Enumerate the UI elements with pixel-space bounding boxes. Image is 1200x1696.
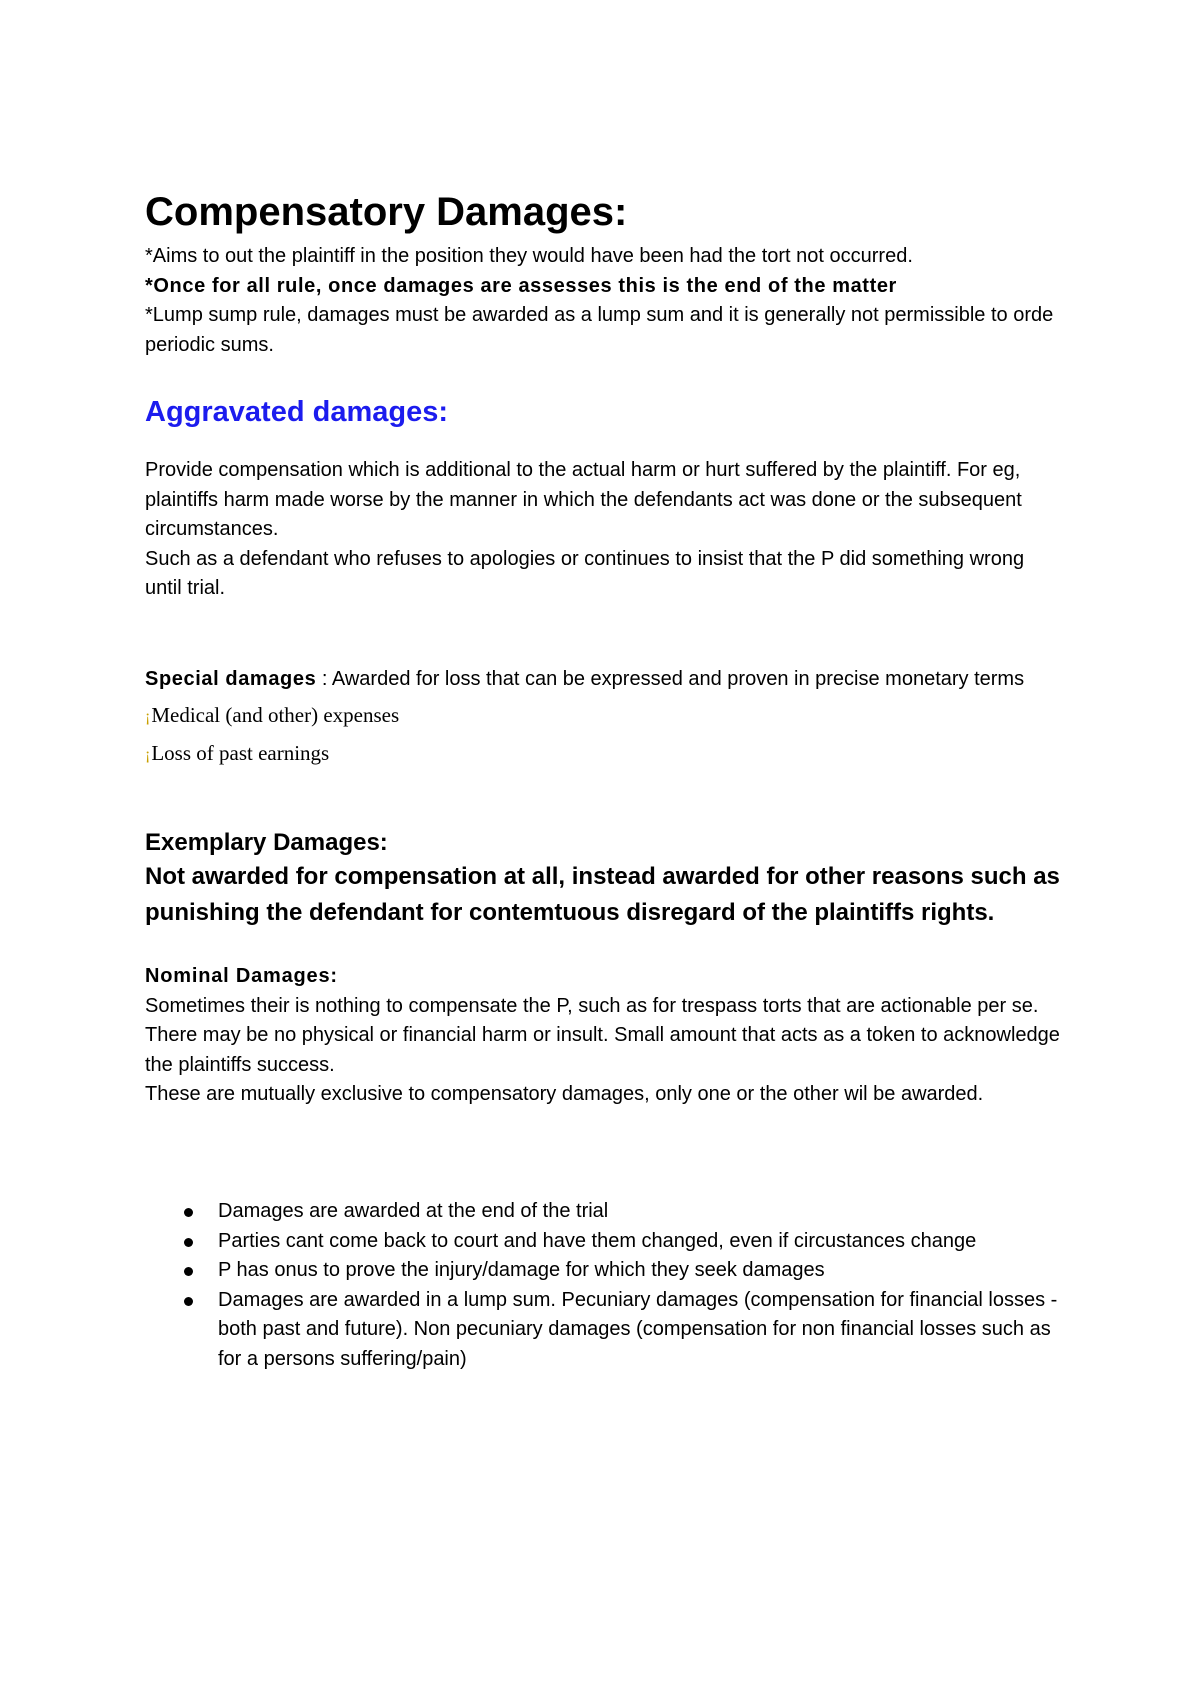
nominal-section — [145, 962, 1065, 1110]
nominal-paragraph-2: These are mutually exclusive to compensatory damages, only one or the other wil be awarded. — [145, 1083, 984, 1105]
compensatory-line-3: *Lump sump rule, damages must be awarded as a lump sum and it is generally not permissible to orde periodic sums. — [145, 304, 1054, 356]
aggravated-paragraph-1: Provide compensation which is additional to the actual harm or hurt suffered by the plaintiff. For eg, plaintiffs harm made worse by the manner in which the defendants act was done or the subsequent circumstances. — [145, 459, 1022, 540]
special-section — [145, 665, 1065, 773]
bullet-icon — [184, 1208, 193, 1217]
compensatory-line-2: *Once for all rule, once damages are assesses this is the end of the matter — [145, 274, 897, 297]
exemplary-text: Not awarded for compensation at all, instead awarded for other reasons such as punishing the defendant for contemtuous disregard of the plaintiffs rights. — [145, 863, 1060, 926]
aggravated-section — [145, 394, 1065, 604]
list-item-text: Parties cant come back to court and have them changed, even if circustances change — [218, 1229, 977, 1252]
bullet-icon — [184, 1267, 193, 1276]
list-marker-icon: ¡ — [145, 707, 151, 725]
list-item — [145, 1286, 1065, 1375]
special-paragraph — [145, 665, 1065, 695]
nominal-paragraph-1: Sometimes their is nothing to compensate the P, such as for trespass torts that are actionable per se. There may be no physical or financial harm or insult. Small amount that acts as a token to acknowledge the plaintiffs success. — [145, 994, 1060, 1076]
aggravated-heading: Aggravated damages: — [145, 396, 448, 428]
compensatory-line-1: *Aims to out the plaintiff in the position they would have been had the tort not occurred. — [145, 245, 913, 267]
list-item — [145, 1227, 1065, 1257]
special-text: : Awarded for loss that can be expressed and proven in precise monetary terms — [316, 668, 1025, 690]
summary-section — [145, 1197, 1065, 1374]
special-item — [145, 697, 1065, 735]
exemplary-heading: Exemplary Damages: — [145, 829, 388, 856]
special-item-label: Medical (and other) expenses — [151, 702, 400, 727]
aggravated-paragraph-2: Such as a defendant who refuses to apologies or continues to insist that the P did something wrong until trial. — [145, 547, 1025, 599]
bullet-icon — [184, 1297, 193, 1306]
bullet-icon — [184, 1238, 193, 1247]
list-item — [145, 1197, 1065, 1227]
exemplary-section — [145, 827, 1065, 931]
list-marker-icon: ¡ — [145, 745, 151, 763]
list-item-text: Damages are awarded in a lump sum. Pecuniary damages (compensation for financial losses - both past and future). Non pecuniary damages (compensation for non financial losses such as for a persons suffering/pain) — [218, 1288, 1058, 1370]
compensatory-section — [145, 188, 1065, 360]
list-item-text: P has onus to prove the injury/damage for which they seek damages — [218, 1259, 825, 1281]
list-item-text: Damages are awarded at the end of the trial — [218, 1200, 609, 1222]
special-label: Special damages — [145, 668, 317, 690]
summary-list — [145, 1197, 1065, 1374]
special-item — [145, 735, 1065, 773]
nominal-heading: Nominal Damages: — [145, 965, 338, 987]
special-item-label: Loss of past earnings — [151, 740, 330, 765]
list-item — [145, 1256, 1065, 1286]
compensatory-heading: Compensatory Damages: — [145, 190, 628, 234]
